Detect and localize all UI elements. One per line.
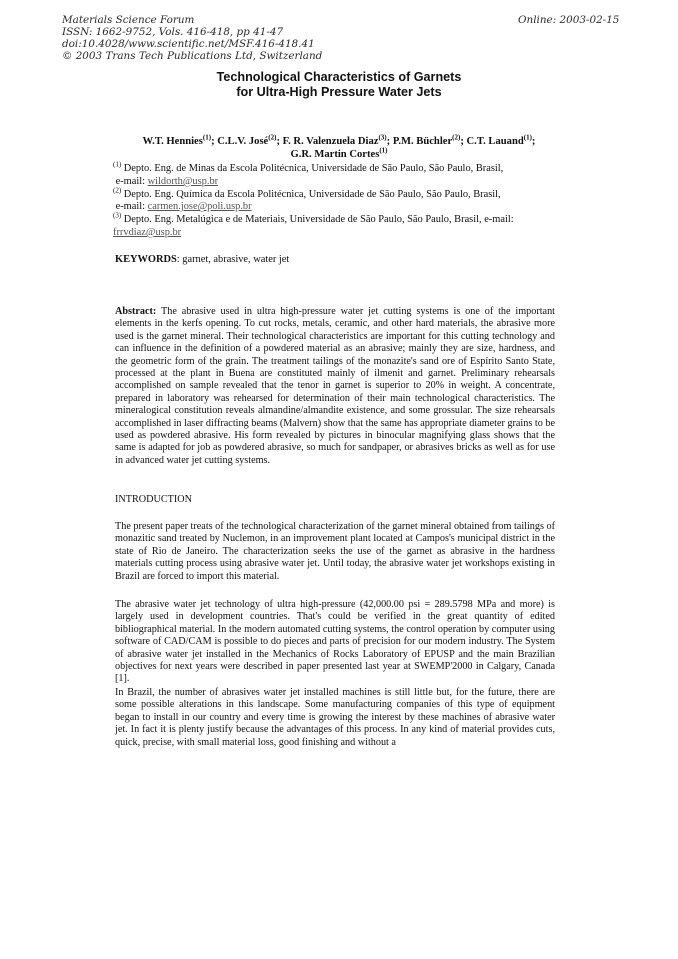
keywords-text: : garnet, abrasive, water jet [176, 254, 290, 265]
abstract-label: Abstract: [115, 306, 157, 317]
author: W.T. Hennies [142, 136, 203, 147]
affiliation-mark: (3) [113, 211, 122, 220]
journal-name: Materials Science Forum [62, 14, 195, 26]
author-mark: (2) [452, 133, 461, 142]
affiliation-mark: (1) [113, 160, 122, 169]
affiliation-mark: (2) [113, 186, 122, 195]
author-mark: (1) [202, 133, 212, 142]
email-label: e-mail: [115, 175, 146, 187]
author: C.L.V. José [217, 136, 269, 147]
email-link[interactable]: carmen.jose@poli.usp.br [147, 201, 252, 213]
author-mark: (3) [378, 133, 387, 142]
author-mark: (2) [268, 133, 277, 142]
email-link[interactable]: wildorth@usp.br [147, 175, 219, 187]
title-line-2: for Ultra-High Pressure Water Jets [236, 85, 442, 99]
intro-paragraph-3: In Brazil, the number of abrasives water jet installed machines is still little but, for the future, there are some possible alterations in this landscape. Some manufacturing companies of this type of equipment began to install in our country and every time is growing the interest by these machines of abrasive water jet. In fact it is plenty justify because the advantages of this process. In any kind of material provides cuts, quick, precise, with small material loss, good finishing and without a [115, 687, 555, 748]
author-list: W.T. Hennies$^{(1)}$; C.L.V. José$^{(2)}$; F. R. Valenzuela Diaz$^{(3)}$; P.M. Büchler$^{(2)}$; C.T. Lauand$^{(1)}$; G.R. Martin Cortes$^{(1)}$ [142, 133, 536, 160]
abstract [115, 306, 555, 467]
journal-header [62, 14, 322, 62]
affiliation-text: Depto. Eng. Metalúgica e de Materiais, Universidade de São Paulo, São Paulo, Brasil, e-mail: [123, 214, 514, 226]
author: G.R. Martin Cortes [290, 149, 380, 160]
copyright-line: © 2003 Trans Tech Publications Ltd, Switzerland [62, 50, 323, 62]
author-mark: (1) [379, 146, 388, 155]
author: F. R. Valenzuela Diaz [282, 136, 379, 147]
abstract-text: The abrasive used in ultra high-pressure water jet cutting systems is one of the important elements in the kerfs opening. To cut rocks, metals, ceramic, and other hard materials, the abrasive more used is the garnet mineral. Their technological characteristics are important for this cutting technology and can influence in the definition of a powdered material as an abrasive; mainly they are size, hardness, and the geometric form of the grain. The treatment tailings of the monazite's sand ore of Espírito Santo State, processed at the plant in Buena are constituted mainly of ilmenit and garnet. Preliminary rehearsals accomplished on sample revealed that the tenor in garnet is superior to 20% in weight. A concentrate, prepared in laboratory was rehearsed for determination of their main technological characteristics. The mineralogical constitution reveals almandine/almandite existence, and some grossular. The size rehearsals accomplished in laser diffracting beams (Malvern) show that the same has appropriate diameter grains to be used as powdered abrasive. His form revealed by pictures in binocular magnifying glass shows that the same is adapted for job as powdered abrasive, so much for sandpaper, or abrasives bricks as well as for use in advanced water jet cutting systems. [115, 306, 555, 466]
paper-title [120, 70, 558, 100]
intro-paragraph-1: The present paper treats of the technological characterization of the garnet mineral obtained from tailings of monazitic sand treated by Nuclemon, in an improvement plant located at Campos's municipal district in the state of Rio de Janeiro. The characterization seeks the use of the garnet as abrasive in the hardness materials cutting process using abrasive water jet. Until today, the abrasive water jet workshops existing in Brazil are forced to import this material. [115, 521, 555, 582]
author: C.T. Lauand [466, 136, 524, 147]
doi-line[interactable]: doi:10.4028/www.scientific.net/MSF.416-418.41 [62, 38, 315, 50]
affiliation-text: Depto. Eng. de Minas da Escola Politécnica, Universidade de São Paulo, São Paulo, Brasil, [123, 163, 504, 174]
affiliation-text: Depto. Eng. Química da Escola Politécnica, Universidade de São Paulo, São Paulo, Brasil, [123, 188, 501, 200]
affiliations [113, 160, 568, 240]
author: P.M. Büchler [392, 136, 453, 147]
email-link[interactable]: frrvdiaz@usp.br [113, 226, 182, 238]
affiliation-3 [113, 211, 568, 227]
issn-line: ISSN: 1662-9752, Vols. 416-418, pp 41-47 [62, 26, 284, 38]
author-mark: (1) [523, 133, 532, 142]
keywords-label: KEYWORDS [115, 254, 177, 265]
title-line-1: Technological Characteristics of Garnets [216, 70, 462, 84]
keywords [115, 254, 289, 265]
email-label: e-mail: [115, 201, 146, 213]
affiliation-1 [113, 160, 568, 176]
intro-paragraph-2: The abrasive water jet technology of ultra high-pressure (42,000.00 psi = 289.5798 MPa and more) is largely used in development countries. That's could be verified in the great quantity of edited bibliographical material. In the modern automated cutting systems, the control operation by computer using software of CAD/CAM is possible to do pieces and parts of precision for our modern industry. The System of abrasive water jet installed in the Mechanics of Rocks Laboratory of EPUSP and the main Brazilian objectives for next years were described in paper presented last year at SWEMP'2000 in Calgary, Canada [1]. [115, 599, 555, 685]
section-heading-introduction: INTRODUCTION [115, 494, 192, 505]
affiliation-2 [113, 186, 568, 202]
online-date: Online: 2003-02-15 [518, 14, 620, 26]
